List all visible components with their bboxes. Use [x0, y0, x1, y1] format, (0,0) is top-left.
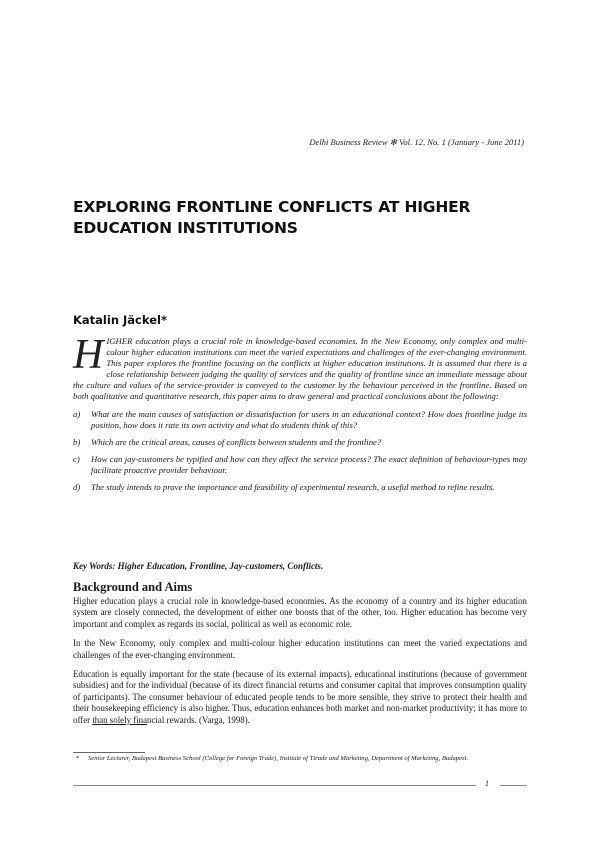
running-head: Delhi Business Review ✻ Vol. 12, No. 1 (January - June 2011)	[309, 137, 524, 147]
list-marker: d)	[73, 482, 81, 493]
footnote	[76, 754, 526, 763]
list-item	[73, 409, 527, 431]
footnote-marker: *	[76, 755, 80, 762]
page-number: 1	[485, 779, 489, 788]
drop-cap: H	[73, 332, 104, 378]
body-paragraph-3-underlined: than solely fina	[92, 714, 148, 725]
abstract	[73, 332, 527, 499]
body-paragraph-2: In the New Economy, only complex and multi-colour higher education institutions can meet the varied expectations and challenges of the ever-changing environment.	[73, 638, 527, 660]
footer-rule-right	[500, 785, 527, 786]
abstract-text: IGHER education plays a crucial role in knowledge-based economies. In the New Economy, only complex and multi-colour higher education institutions can meet the varied expectations and challenges of the ever-changing environment. This paper explores the frontline focusing on the conflicts at higher education institutions. It is assumed that there is a close relationship between judging the quality of services and the quality of frontline since an immediate message about the culture and values of the service-provider is conveyed to the customer by the behaviour perceived in the frontline. Based on both qualitative and quantitative research, this paper aims to draw general and practical conclusions about the following:	[73, 336, 527, 402]
title-line-2: EDUCATION INSTITUTIONS	[73, 219, 298, 237]
list-marker: c)	[73, 453, 80, 464]
author-name: Katalin Jäckel*	[73, 313, 167, 327]
list-item-text: The study intends to prove the importance and feasibility of experimental research, a useful method to refine results.	[91, 482, 495, 493]
footnote-rule	[73, 752, 145, 753]
list-item	[73, 437, 527, 448]
body-paragraph-1: Higher education plays a crucial role in knowledge-based economies. As the economy of a country and its higher education system are closely connected, the development of either one boosts that of the other, too. Higher education has become very important and complex as regards its social, political as well as economic role.	[73, 596, 527, 629]
list-marker: a)	[73, 408, 81, 419]
body-text	[73, 596, 527, 734]
list-item	[73, 454, 527, 476]
research-questions	[73, 409, 527, 494]
body-paragraph-3-main: Education is equally important for the state (because of its external impacts), educational institutions (because of government subsidies) and for the individual (because of its direct financial returns and consumer capital that improves consumption quality of participants). The consumer behaviour of educated people tends to be more sensible, they strive to protect their health and their housekeeping efficiency is also higher. Thus, education enhances both market and non-market productivity; it has more to offer	[73, 669, 527, 725]
list-item-text: How can jay-customers be typified and how can they affect the service process? The exact definition of behaviour-types may facilitate proactive provider behaviour.	[91, 453, 527, 475]
body-paragraph-3-end: ncial rewards. (Varga, 1998).	[147, 714, 250, 725]
footer-rule-left	[73, 785, 476, 786]
paper-title	[73, 197, 533, 239]
abstract-paragraph	[73, 332, 527, 403]
title-line-1: EXPLORING FRONTLINE CONFLICTS AT HIGHER	[73, 198, 471, 216]
section-heading: Background and Aims	[73, 580, 193, 594]
footnote-text: Senior Lecturer, Budapest Business School (College for Foreign Trade), Institute of Ttrade and Marketing, Department of Marketing, Budapest.	[88, 755, 469, 762]
body-paragraph-3	[73, 669, 527, 726]
list-item-text: What are the main causes of satisfaction or dissatisfaction for users in an educational context? How does frontline judge its position, how does it rate its own activity and what do students think of this?	[91, 408, 527, 430]
keywords: Key Words: Higher Education, Frontline, Jay-customers, Conflicts.	[73, 561, 324, 571]
list-item	[73, 482, 527, 493]
list-item-text: Which are the critical areas, causes of conflicts between students and the frontline?	[91, 436, 382, 447]
list-marker: b)	[73, 436, 81, 447]
